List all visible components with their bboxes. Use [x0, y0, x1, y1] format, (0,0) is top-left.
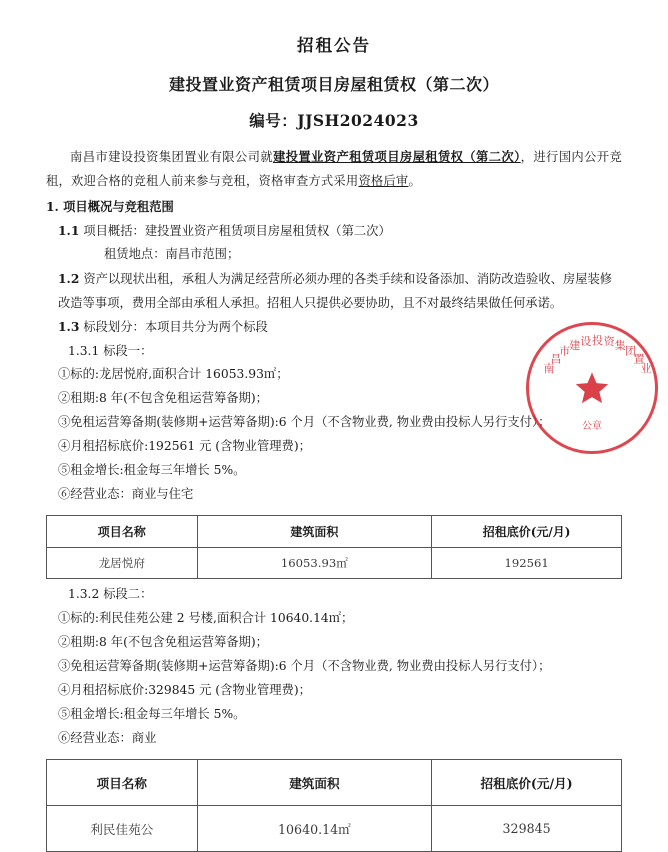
item-1-1 — [46, 219, 622, 244]
lot1-heading: 1.3.1 标段一： — [68, 343, 153, 358]
lot2-line-4: ④月租招标底价:329845 元 (含物业管理费)； — [58, 682, 311, 697]
intro-text-part2: ，进行国内公开竞租，欢迎合格的竞租人前来参与竞租，资格审查方式采用 — [46, 150, 622, 188]
item-1-3 — [46, 315, 622, 340]
lot2-line-6: ⑥经营业态：商业 — [58, 730, 157, 745]
intro-text-part3: 。 — [408, 173, 421, 188]
lot2-col-area: 建筑面积 — [197, 759, 432, 805]
lot2-line-1: ①标的:利民佳苑公建 2 号楼,面积合计 10640.14㎡； — [58, 610, 354, 625]
seal-arc-text: 南 昌 市 建 设 投 资 集 团 置 业 — [543, 334, 652, 375]
document-code: 编号：JJSH2024023 — [249, 111, 419, 130]
lot1-col-name: 项目名称 — [47, 516, 198, 548]
lot2-line-5: ⑤租金增长:租金每三年增长 5%。 — [58, 706, 246, 721]
item-1-1-label: 1.1 — [58, 222, 80, 238]
lot2-cell-area: 10640.14㎡ — [197, 805, 432, 851]
lot1-line-2: ②租期:8 年(不包含免租运营筹备期)； — [58, 391, 268, 406]
lot1-col-price: 招租底价(元/月) — [432, 516, 622, 548]
lot1-line-4: ④月租招标底价:192561 元 (含物业管理费)； — [58, 439, 311, 454]
item-1-2-label: 1.2 — [58, 271, 80, 287]
item-1-3-text: 标段划分：本项目共分为两个标段 — [83, 320, 268, 335]
item-1-2-text: 资产以现状出租，承租人为满足经营所必须办理的各类手续和设备添加、消防改造验收、房屋装修改造等事项，费用全部由承租人承担。招租人只提供必要协助，且不对最终结果做任何承诺。 — [58, 272, 613, 310]
item-1-2 — [46, 267, 622, 315]
seal-bottom-text: 公章 — [582, 421, 602, 432]
lot1-cell-name: 龙居悦府 — [47, 548, 198, 579]
lot2-cell-name: 利民佳苑公 — [47, 805, 198, 851]
page-title: 招租公告 — [297, 36, 371, 55]
section-1-heading: 1. 项目概况与竞租范围 — [46, 199, 174, 215]
lot1-line-6: ⑥经营业态：商业与住宅 — [58, 487, 194, 502]
table-header-row — [47, 516, 622, 548]
lot2-heading: 1.3.2 标段二： — [68, 587, 153, 602]
lot1-table — [46, 515, 622, 579]
table-row — [47, 805, 622, 851]
lot2-table — [46, 759, 622, 852]
lot2-col-price: 招租底价(元/月) — [432, 759, 622, 805]
lot1-line-3: ③免租运营筹备期(装修期+运营筹备期):6 个月（不含物业费, 物业费由投标人另行支付）； — [58, 415, 551, 430]
table-header-row — [47, 759, 622, 805]
item-1-1-value: 建投置业资产租赁项目房屋租赁权（第二次） — [144, 223, 391, 238]
document-subtitle: 建投置业资产租赁项目房屋租赁权（第二次） — [168, 75, 499, 94]
intro-project-name: 建投置业资产租赁项目房屋租赁权（第二次） — [273, 149, 521, 164]
intro-qualification-method: 资格后审 — [358, 173, 409, 188]
lot2-col-name: 项目名称 — [47, 759, 198, 805]
lot1-line-1: ①标的:龙居悦府,面积合计 16053.93㎡； — [58, 367, 289, 382]
item-1-1-name: 项目概括： — [83, 223, 145, 238]
intro-paragraph — [46, 145, 622, 193]
lot1-cell-price: 192561 — [432, 548, 622, 579]
lot2-line-3: ③免租运营筹备期(装修期+运营筹备期):6 个月（不含物业费, 物业费由投标人另行支付）； — [58, 658, 551, 673]
lot2-line-2: ②租期:8 年(不包含免租运营筹备期)； — [58, 634, 268, 649]
item-1-3-label: 1.3 — [58, 319, 80, 335]
table-row — [47, 548, 622, 579]
lot2-cell-price: 329845 — [432, 805, 622, 851]
intro-text-part1: 南昌市建设投资集团置业有限公司就 — [70, 150, 274, 164]
lot1-col-area: 建筑面积 — [197, 516, 432, 548]
lot1-line-5: ⑤租金增长:租金每三年增长 5%。 — [58, 463, 246, 478]
lot1-cell-area: 16053.93㎡ — [197, 548, 432, 579]
item-1-1-location: 租赁地点：南昌市范围； — [104, 247, 240, 262]
